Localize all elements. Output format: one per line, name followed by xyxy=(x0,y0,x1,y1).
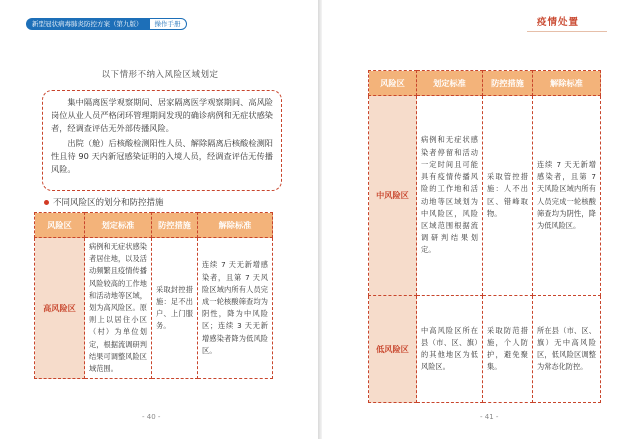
header-title: 新型冠状病毒肺炎防控方案（第九版） xyxy=(26,18,149,30)
col-header-level: 风险区 xyxy=(35,213,85,238)
measures-cell: 采取防范措施，个人防护，避免聚集。 xyxy=(483,296,533,403)
release-cell: 连续 7 天无新增感染者，且第 7 天风险区域内所有人员完成一轮核酸筛查均为阴性，降为中风险区；连续 3 天无新增感染者降为低风险区。 xyxy=(198,238,273,379)
callout-paragraph-2: 出院（舱）后核酸检测阳性人员、解除隔离后核酸检测阳性且待 90 天内新冠感染证明的入境人员，经调查评估无传播风险。 xyxy=(51,138,273,174)
release-cell: 所在县（市、区、旗）无中高风险区，低风险区调整为常态化防控。 xyxy=(533,296,601,403)
header-tag: 操作手册 xyxy=(149,18,187,30)
criteria-cell: 病例和无症状感染者居住地，以及活动频繁且疫情传播风险较高的工作地和活动地等区域，划为高风险区。原则上以居住小区（村）为单位划定，根据流调研判结果可调整风险区域范围。 xyxy=(85,238,152,379)
callout-box xyxy=(42,90,282,191)
measures-cell: 采取封控措施：足不出户、上门服务。 xyxy=(152,238,198,379)
risk-level-cell: 高风险区 xyxy=(35,238,85,379)
bullet-heading-text: 不同风险区的划分和防控措施 xyxy=(53,198,164,208)
section-heading: 以下情形不纳入风险区域划定 xyxy=(101,70,219,80)
table-row xyxy=(369,96,601,296)
left-page xyxy=(0,0,318,439)
risk-level-cell: 中风险区 xyxy=(369,96,417,296)
bullet-dot-icon xyxy=(44,200,49,205)
table-row xyxy=(35,238,273,379)
col-header-criteria: 划定标准 xyxy=(417,71,483,96)
measures-cell: 采取管控措施：人不出区、错峰取物。 xyxy=(483,96,533,296)
running-header xyxy=(26,18,187,30)
col-header-release: 解除标准 xyxy=(198,213,273,238)
criteria-cell: 病例和无症状感染者停留和活动一定时间且可能具有疫情传播风险的工作地和活动地等区域划为中风险区，风险区域范围根据流调研判结果划定。 xyxy=(417,96,483,296)
col-header-criteria: 划定标准 xyxy=(85,213,152,238)
table-row xyxy=(369,296,601,403)
release-cell: 连续 7 天无新增感染者，且第 7 天风险区域内所有人员完成一轮核酸筛查均为阴性，降为低风险区。 xyxy=(533,96,601,296)
right-header-text: 疫情处置 xyxy=(537,17,580,28)
page-number-right: - 41 - xyxy=(480,413,499,421)
risk-table-right xyxy=(368,70,601,403)
page-number-left: - 40 - xyxy=(142,413,161,421)
col-header-measures: 防控措施 xyxy=(152,213,198,238)
col-header-release: 解除标准 xyxy=(533,71,601,96)
callout-paragraph-1: 集中隔离医学观察期间、居家隔离医学观察期间、高风险岗位从业人员严格闭环管理期间发现的确诊病例和无症状感染者，经调查评估无外部传播风险。 xyxy=(51,97,273,133)
risk-level-cell: 低风险区 xyxy=(369,296,417,403)
col-header-measures: 防控措施 xyxy=(483,71,533,96)
bullet-heading xyxy=(44,196,164,208)
table-header-row xyxy=(35,213,273,238)
risk-table-left xyxy=(34,212,273,379)
col-header-level: 风险区 xyxy=(369,71,417,96)
criteria-cell: 中高风险区所在县（市、区、旗）的其他地区为低风险区。 xyxy=(417,296,483,403)
right-running-header xyxy=(537,14,579,28)
table-header-row xyxy=(369,71,601,96)
